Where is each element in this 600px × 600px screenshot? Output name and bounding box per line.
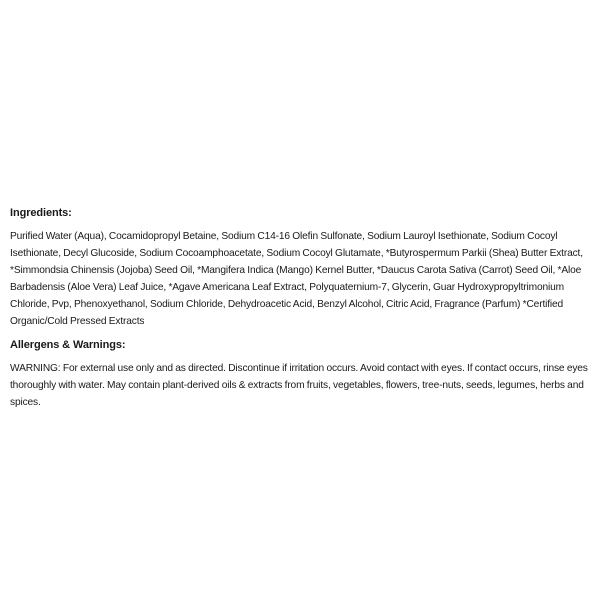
ingredients-section [10,207,590,330]
allergens-text: WARNING: For external use only and as directed. Discontinue if irritation occurs. Avoid contact with eyes. If contact occurs, rinse eyes thoroughly with water. May contain plant-derived oils & extracts from fruits, vegetables, flowers, tree-nuts, seeds, legumes, herbs and spices. [10,363,588,408]
allergens-section [10,339,590,411]
ingredients-heading: Ingredients: [10,207,72,219]
product-info-panel [10,207,590,420]
allergens-heading: Allergens & Warnings: [10,339,126,351]
ingredients-text: Purified Water (Aqua), Cocamidopropyl Betaine, Sodium C14-16 Olefin Sulfonate, Sodium Lauroyl Isethionate, Sodium Cocoyl Isethionate, Decyl Glucoside, Sodium Cocoamphoacetate, Sodium Cocoyl Glutamate, *Butyrospermum Parkii (Shea) Butter Extract, *Simmondsia Chinensis (Jojoba) Seed Oil, *Mangifera Indica (Mango) Kernel Butter, *Daucus Carota Sativa (Carrot) Seed Oil, *Aloe Barbadensis (Aloe Vera) Leaf Juice, *Agave Americana Leaf Extract, Polyquaternium-7, Glycerin, Guar Hydroxypropyltrimonium Chloride, Pvp, Phenoxyethanol, Sodium Chloride, Dehydroacetic Acid, Benzyl Alcohol, Citric Acid, Fragrance (Parfum) *Certified Organic/Cold Pressed Extracts [10,231,583,327]
